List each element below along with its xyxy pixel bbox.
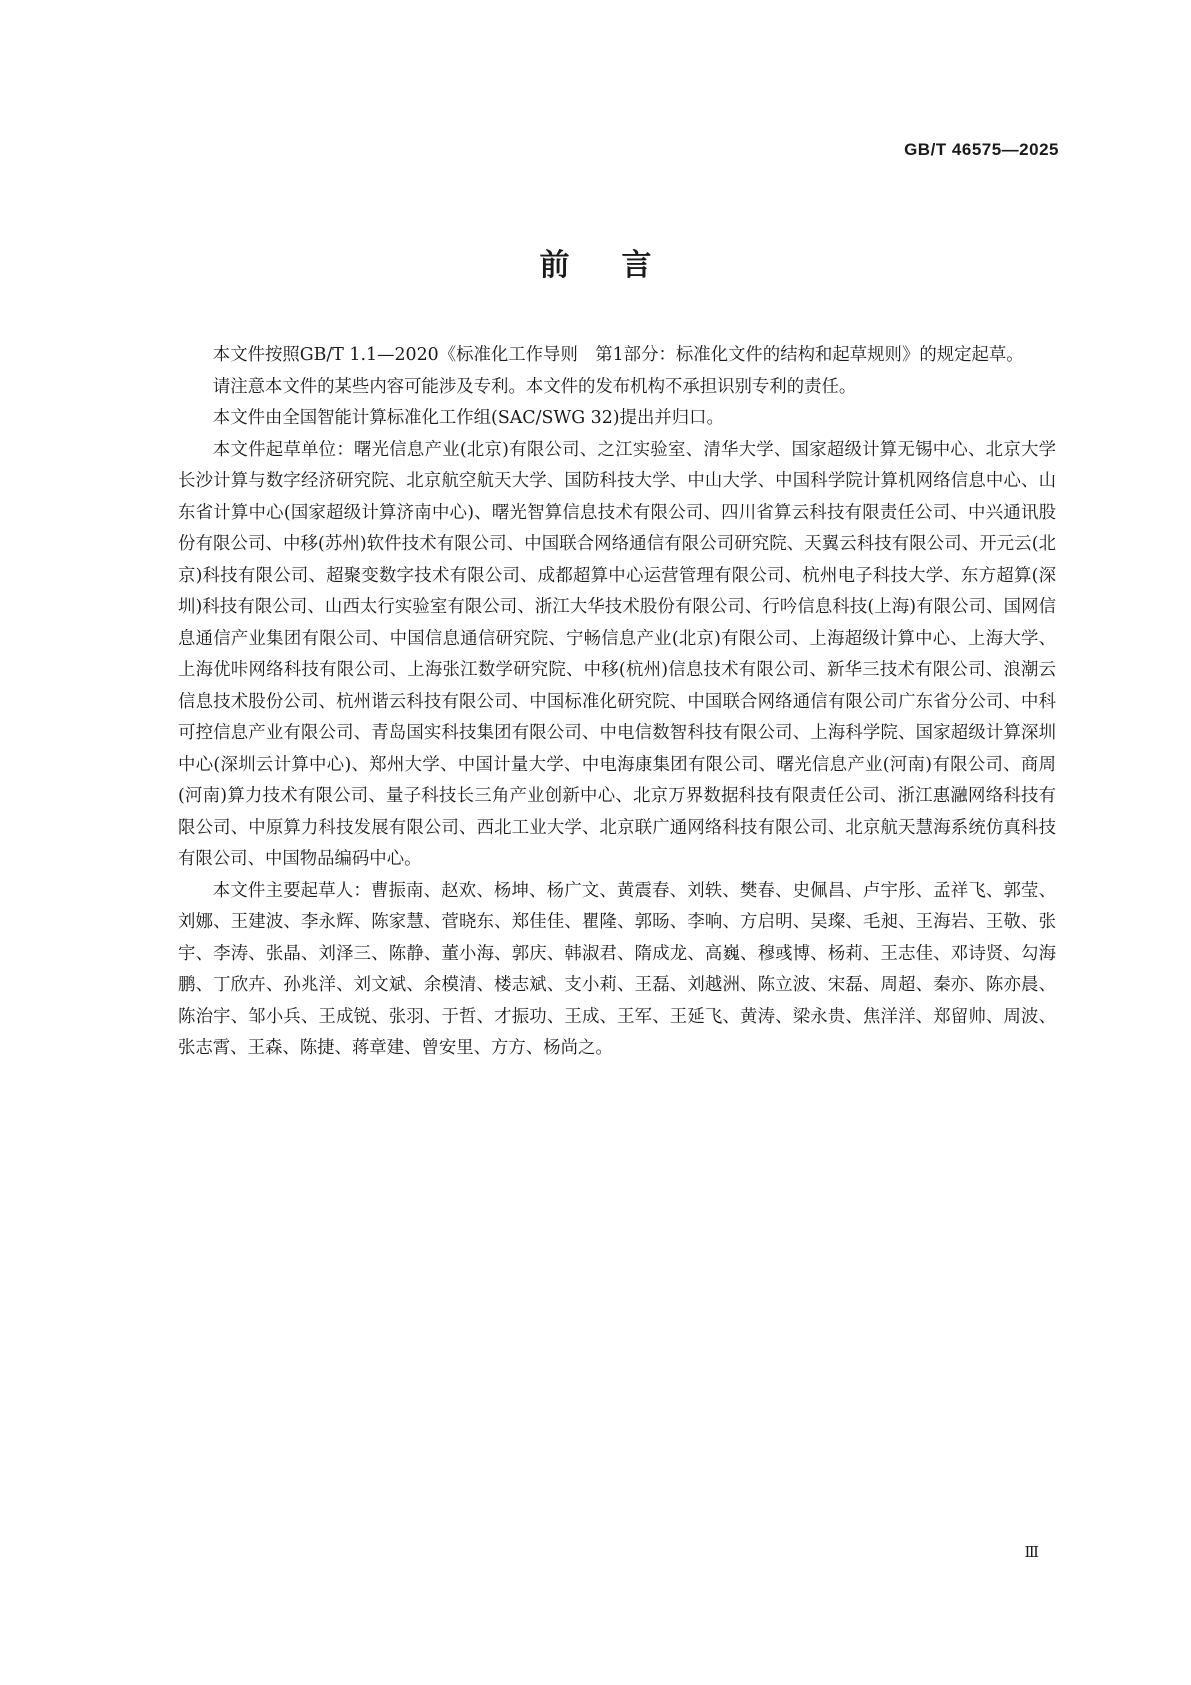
paragraph-drafting-units: 本文件起草单位：曙光信息产业(北京)有限公司、之江实验室、清华大学、国家超级计算无锡中心、北京大学长沙计算与数字经济研究院、北京航空航天大学、国防科技大学、中山大学、中国科学院计算机网络信息中心、山东省计算中心(国家超级计算济南中心)、曙光智算信息技术有限公司、四川省算云科技有限责任公司、中兴通讯股份有限公司、中移(苏州)软件技术有限公司、中国联合网络通信有限公司研究院、天翼云科技有限公司、开元云(北京)科技有限公司、超聚变数字技术有限公司、成都超算中心运营管理有限公司、杭州电子科技大学、东方超算(深圳)科技有限公司、山西太行实验室有限公司、浙江大华技术股份有限公司、行吟信息科技(上海)有限公司、国网信息通信产业集团有限公司、中国信息通信研究院、宁畅信息产业(北京)有限公司、上海超级计算中心、上海大学、上海优咔网络科技有限公司、上海张江数学研究院、中移(杭州)信息技术有限公司、新华三技术有限公司、浪潮云信息技术股份公司、杭州谐云科技有限公司、中国标准化研究院、中国联合网络通信有限公司广东省分公司、中科可控信息产业有限公司、青岛国实科技集团有限公司、中电信数智科技有限公司、上海科学院、国家超级计算深圳中心(深圳云计算中心)、郑州大学、中国计量大学、中电海康集团有限公司、曙光信息产业(河南)有限公司、商周(河南)算力技术有限公司、量子科技长三角产业创新中心、北京万界数据科技有限责任公司、浙江惠瀜网络科技有限公司、中原算力科技发展有限公司、西北工业大学、北京联广通网络科技有限公司、北京航天慧海系统仿真科技有限公司、中国物品编码中心。 xyxy=(178,439,1056,869)
foreword-body xyxy=(178,340,1056,1065)
paragraph-drafting-rules: 本文件按照GB/T 1.1—2020《标准化工作导则 第1部分：标准化文件的结构和起草规则》的规定起草。 xyxy=(212,345,1024,365)
page-title: 前言 xyxy=(539,248,704,283)
paragraph-patent-notice: 请注意本文件的某些内容可能涉及专利。本文件的发布机构不承担识别专利的责任。 xyxy=(212,376,857,397)
paragraph-drafters: 本文件主要起草人：曹振南、赵欢、杨坤、杨广文、黄震春、刘轶、樊春、史佩昌、卢宇彤、孟祥飞、郭莹、刘娜、王建波、李永辉、陈家慧、菅晓东、郑佳佳、瞿隆、郭旸、李响、方启明、吴璨、毛昶、王海岩、王敬、张宇、李涛、张晶、刘泽三、陈静、董小海、郭庆、韩淑君、隋成龙、高巍、穆彧博、杨莉、王志佳、邓诗贤、勾海鹏、丁欣卉、孙兆洋、刘文斌、余模清、楼志斌、支小莉、王磊、刘越洲、陈立波、宋磊、周超、秦亦、陈亦晨、陈治宇、邹小兵、王成锐、张羽、于哲、才振功、王成、王军、王延飞、黄涛、梁永贵、焦洋洋、郑留帅、周波、张志霄、王森、陈捷、蒋章建、曾安里、方方、杨尚之。 xyxy=(178,880,1056,1058)
standard-code: GB/T 46575—2025 xyxy=(904,140,1059,159)
page-number: Ⅲ xyxy=(1024,1543,1039,1561)
paragraph-proposer: 本文件由全国智能计算标准化工作组(SAC/SWG 32)提出并归口。 xyxy=(212,408,724,428)
